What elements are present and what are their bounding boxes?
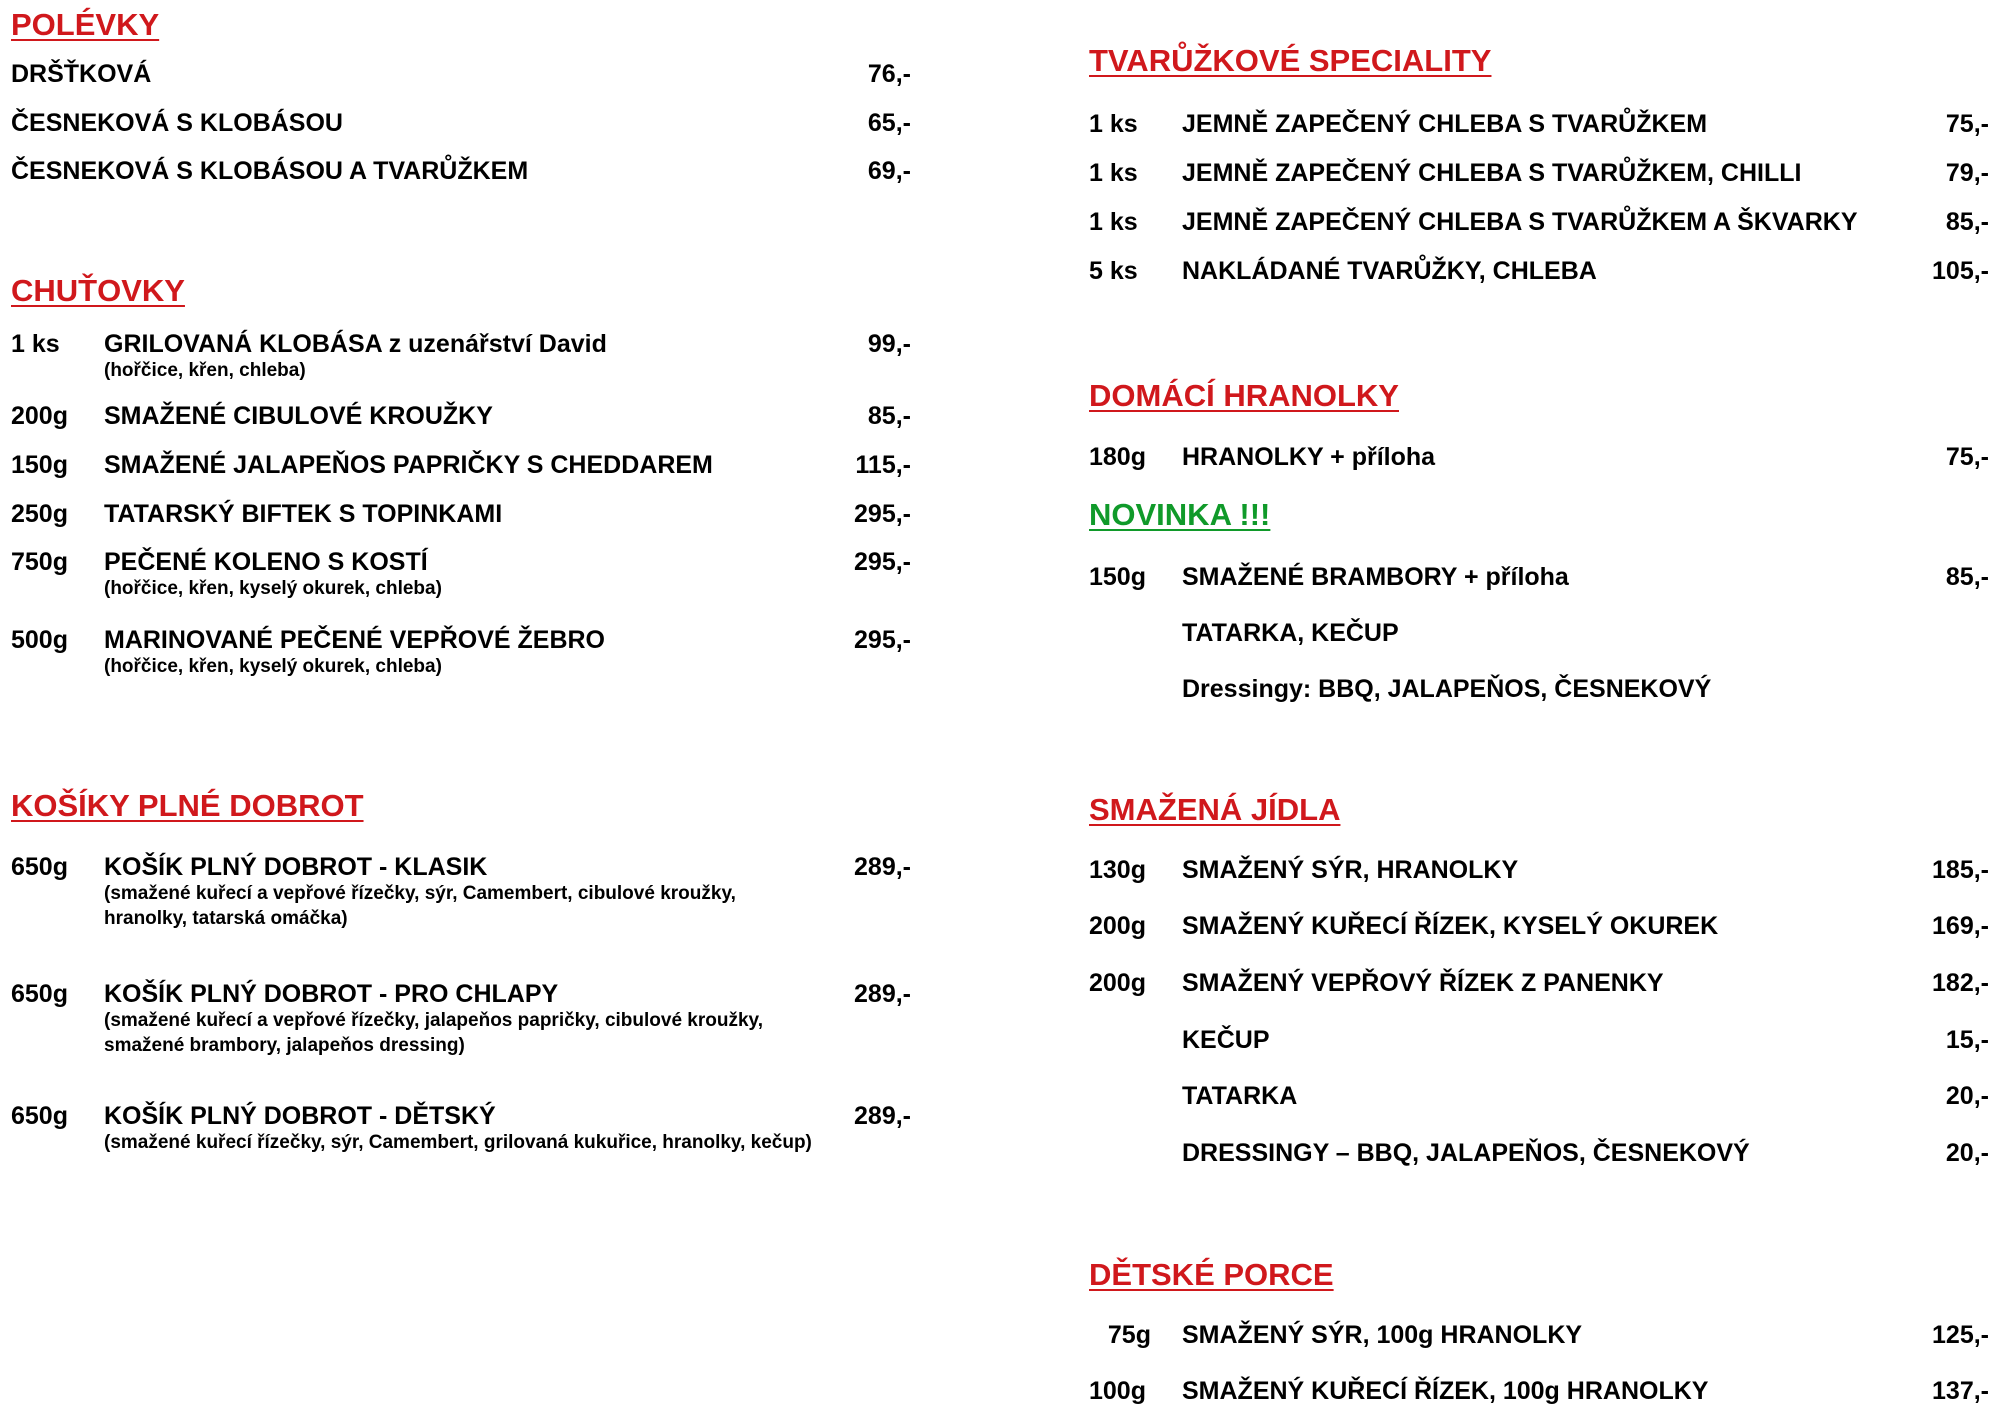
menu-item <box>1089 1026 1989 1066</box>
menu-item <box>11 626 911 677</box>
item-price: 75,- <box>1945 110 1989 138</box>
item-qty: 200g <box>1089 969 1146 997</box>
menu-item <box>1089 912 1989 952</box>
item-description: (hořčice, křen, kyselý okurek, chleba) <box>104 656 442 677</box>
item-name: JEMNĚ ZAPEČENÝ CHLEBA S TVARŮŽKEM A ŠKVARKY <box>1182 208 1858 236</box>
item-price: 85,- <box>1945 208 1989 236</box>
item-name: SMAŽENÉ JALAPEŇOS PAPRIČKY S CHEDDAREM <box>104 451 713 479</box>
item-qty: 250g <box>11 500 68 528</box>
menu-item <box>1089 969 1989 1009</box>
item-qty: 150g <box>1089 563 1146 591</box>
menu-item <box>11 853 911 929</box>
item-price: 295,- <box>854 500 911 528</box>
menu-item <box>1089 856 1989 896</box>
menu-item <box>1089 1082 1989 1122</box>
item-name: HRANOLKY + příloha <box>1182 443 1436 471</box>
item-price: 295,- <box>854 548 911 576</box>
menu-item <box>1089 563 1989 603</box>
item-description: (smažené kuřecí a vepřové řízečky, jalapeňos papričky, cibulové kroužky, smažené brambory, jalapeňos dressing) <box>104 1010 763 1056</box>
item-name: JEMNĚ ZAPEČENÝ CHLEBA S TVARŮŽKEM <box>1182 110 1708 138</box>
item-qty: 650g <box>11 980 68 1008</box>
item-qty: 1 ks <box>1089 159 1138 187</box>
item-price: 85,- <box>1945 563 1989 591</box>
item-qty: 200g <box>1089 912 1146 940</box>
section-title-hranolky: DOMÁCÍ HRANOLKY <box>1089 378 1399 413</box>
item-name: KOŠÍK PLNÝ DOBROT - PRO CHLAPY <box>104 980 559 1008</box>
item-price: 125,- <box>1932 1321 1989 1349</box>
item-qty: 150g <box>11 451 68 479</box>
section-title-kosiky: KOŠÍKY PLNÉ DOBROT <box>11 788 364 823</box>
item-qty: 5 ks <box>1089 257 1138 285</box>
item-price: 115,- <box>855 451 911 479</box>
item-name: ČESNEKOVÁ S KLOBÁSOU <box>11 109 343 137</box>
item-price: 65,- <box>867 109 911 137</box>
section-title-tvaruzkove: TVARŮŽKOVÉ SPECIALITY <box>1089 43 1492 78</box>
item-qty: 180g <box>1089 443 1146 471</box>
item-qty: 1 ks <box>11 330 60 358</box>
section-title-smazena: SMAŽENÁ JÍDLA <box>1089 792 1341 827</box>
item-description: (hořčice, křen, chleba) <box>104 360 306 381</box>
item-price: 99,- <box>867 330 911 358</box>
item-name: SMAŽENÉ BRAMBORY + příloha <box>1182 563 1569 591</box>
menu-item <box>11 60 911 100</box>
item-name: SMAŽENÝ SÝR, HRANOLKY <box>1182 856 1519 884</box>
section-title-detske: DĚTSKÉ PORCE <box>1089 1257 1334 1292</box>
item-qty: 650g <box>11 1102 68 1130</box>
item-qty: 200g <box>11 402 68 430</box>
item-name: NAKLÁDANÉ TVARŮŽKY, CHLEBA <box>1182 257 1597 285</box>
menu-item <box>1089 1139 1989 1179</box>
menu-item <box>1089 110 1989 150</box>
menu-item <box>1089 159 1989 199</box>
item-name: SMAŽENÝ KUŘECÍ ŘÍZEK, 100g HRANOLKY <box>1182 1377 1709 1405</box>
item-price: 289,- <box>854 853 911 881</box>
item-name: ČESNEKOVÁ S KLOBÁSOU A TVARŮŽKEM <box>11 157 529 185</box>
menu-item <box>11 109 911 149</box>
item-name: TATARSKÝ BIFTEK S TOPINKAMI <box>104 500 503 528</box>
item-name: SMAŽENÝ KUŘECÍ ŘÍZEK, KYSELÝ OKUREK <box>1182 912 1719 940</box>
section-title-novinka: NOVINKA !!! <box>1089 497 1271 532</box>
item-price: 105,- <box>1932 257 1989 285</box>
menu-item <box>1089 675 1989 715</box>
menu-item <box>1089 443 1989 483</box>
menu-item <box>11 330 911 381</box>
item-price: 85,- <box>867 402 911 430</box>
menu-item <box>11 548 911 599</box>
item-price: 289,- <box>854 1102 911 1130</box>
item-description: (hořčice, křen, kyselý okurek, chleba) <box>104 578 442 599</box>
item-price: 69,- <box>867 157 911 185</box>
item-name: SMAŽENÝ VEPŘOVÝ ŘÍZEK Z PANENKY <box>1182 969 1664 997</box>
item-qty: 650g <box>11 853 68 881</box>
item-price: 185,- <box>1932 856 1989 884</box>
item-price: 79,- <box>1945 159 1989 187</box>
menu-item <box>11 980 911 1056</box>
item-name: MARINOVANÉ PEČENÉ VEPŘOVÉ ŽEBRO <box>104 626 606 654</box>
menu-item <box>1089 619 1989 659</box>
item-price: 76,- <box>867 60 911 88</box>
item-qty: 500g <box>11 626 68 654</box>
item-name: KOŠÍK PLNÝ DOBROT - DĚTSKÝ <box>104 1102 496 1130</box>
item-name: TATARKA <box>1182 1082 1298 1110</box>
item-price: 289,- <box>854 980 911 1008</box>
section-title-chutovky: CHUŤOVKY <box>11 273 185 308</box>
item-price: 169,- <box>1932 912 1989 940</box>
item-name: TATARKA, KEČUP <box>1182 619 1399 647</box>
item-name: GRILOVANÁ KLOBÁSA z uzenářství David <box>104 330 607 358</box>
menu-item <box>11 157 911 197</box>
item-price: 20,- <box>1945 1082 1989 1110</box>
item-name: SMAŽENÝ SÝR, 100g HRANOLKY <box>1182 1321 1583 1349</box>
item-qty: 75g <box>1107 1321 1151 1349</box>
item-price: 137,- <box>1932 1377 1989 1405</box>
item-price: 15,- <box>1945 1026 1989 1054</box>
item-name: DRESSINGY – BBQ, JALAPEŇOS, ČESNEKOVÝ <box>1182 1139 1750 1167</box>
item-name: PEČENÉ KOLENO S KOSTÍ <box>104 548 428 576</box>
item-price: 295,- <box>854 626 911 654</box>
item-name: DRŠŤKOVÁ <box>11 60 152 88</box>
menu-item <box>11 500 911 540</box>
menu-item <box>1089 208 1989 248</box>
item-price: 20,- <box>1945 1139 1989 1167</box>
item-name: KOŠÍK PLNÝ DOBROT - KLASIK <box>104 853 488 881</box>
item-qty: 100g <box>1089 1377 1146 1405</box>
item-name: KEČUP <box>1182 1026 1270 1054</box>
menu-item <box>11 402 911 442</box>
item-qty: 1 ks <box>1089 110 1138 138</box>
item-qty: 1 ks <box>1089 208 1138 236</box>
item-qty: 130g <box>1089 856 1146 884</box>
menu-item <box>1089 1321 1989 1361</box>
menu-item <box>1089 257 1989 297</box>
menu-item <box>11 1102 911 1153</box>
section-title-polevky: POLÉVKY <box>11 7 160 42</box>
item-qty: 750g <box>11 548 68 576</box>
menu-item <box>11 451 911 491</box>
item-name: Dressingy: BBQ, JALAPEŇOS, ČESNEKOVÝ <box>1182 675 1712 703</box>
menu-item <box>1089 1377 1989 1417</box>
item-description: (smažené kuřecí řízečky, sýr, Camembert, grilovaná kukuřice, hranolky, kečup) <box>104 1132 812 1153</box>
item-price: 182,- <box>1932 969 1989 997</box>
item-name: SMAŽENÉ CIBULOVÉ KROUŽKY <box>104 402 493 430</box>
item-price: 75,- <box>1945 443 1989 471</box>
item-name: JEMNĚ ZAPEČENÝ CHLEBA S TVARŮŽKEM, CHILLI <box>1182 159 1802 187</box>
item-description: (smažené kuřecí a vepřové řízečky, sýr, Camembert, cibulové kroužky, hranolky, tatarská omáčka) <box>104 883 736 929</box>
